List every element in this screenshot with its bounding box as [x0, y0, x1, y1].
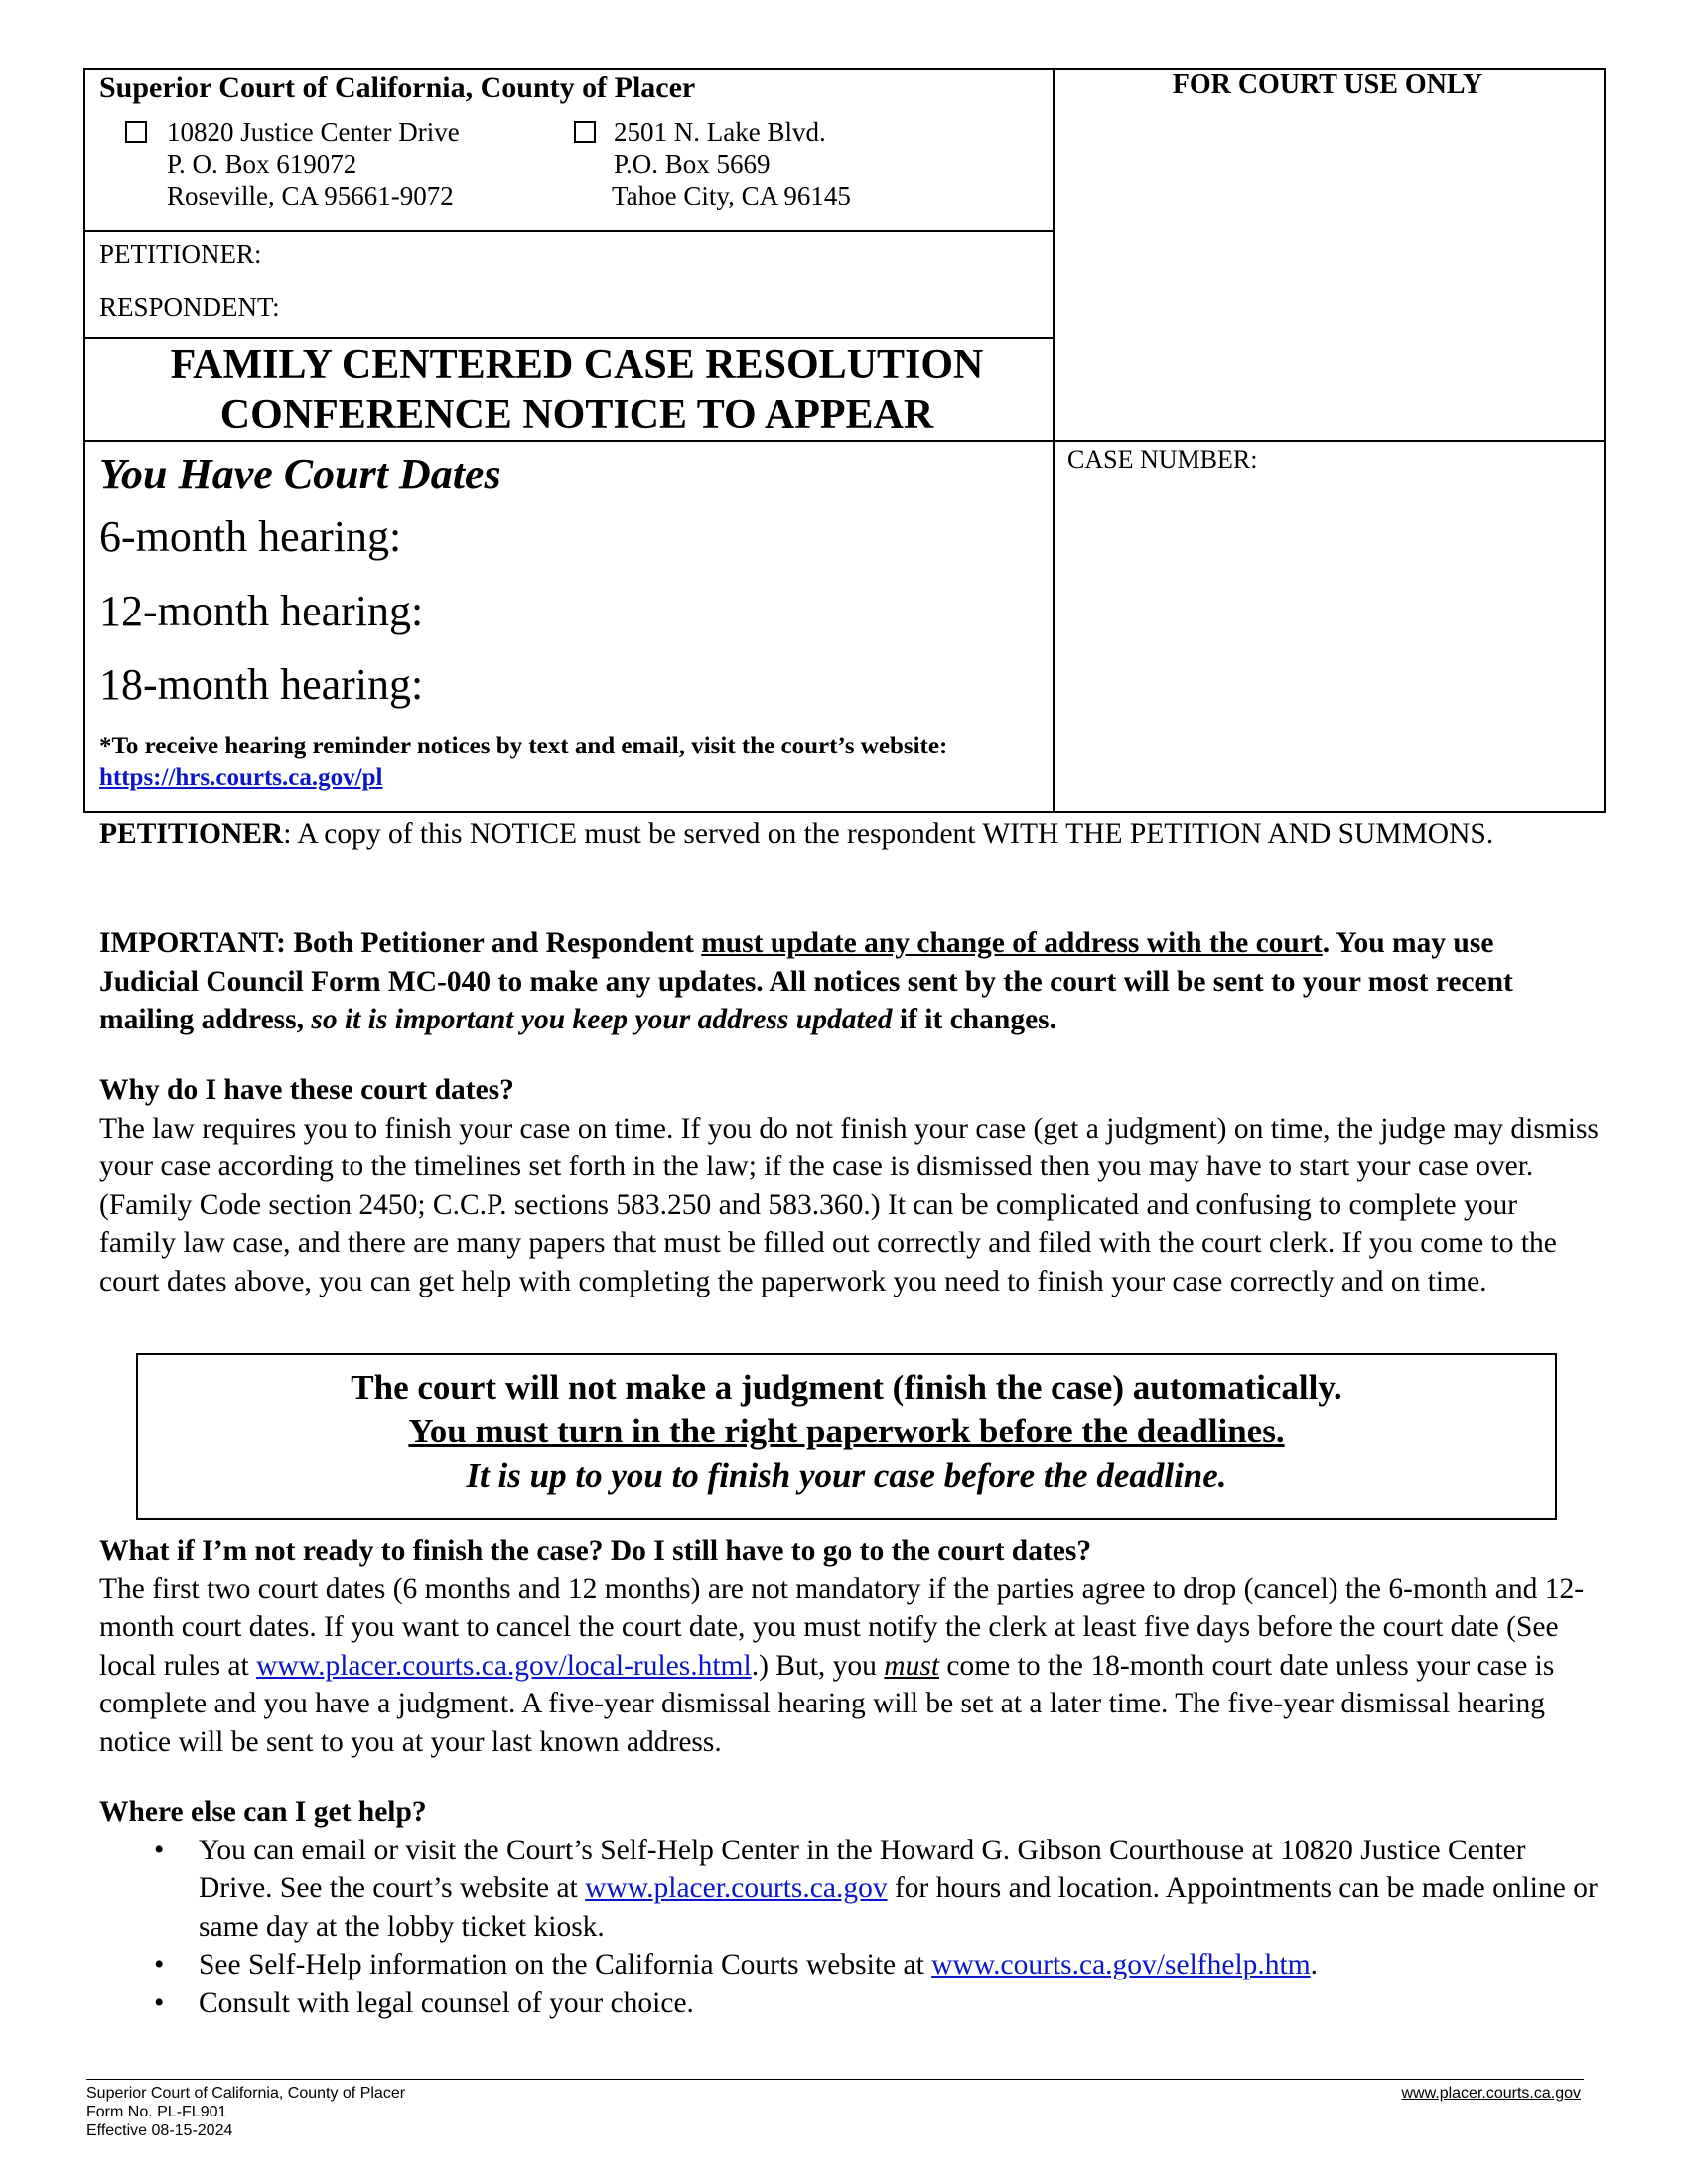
- why-heading: Why do I have these court dates?: [99, 1074, 514, 1106]
- court-use-only-label: FOR COURT USE ONLY: [1172, 69, 1483, 100]
- case-number-label: CASE NUMBER:: [1067, 445, 1258, 474]
- bullet-icon: •: [154, 1986, 165, 2019]
- help-item-legal-counsel: • Consult with legal counsel of your choice.: [99, 1984, 1599, 2023]
- help-heading: Where else can I get help?: [99, 1796, 427, 1828]
- warning-line-3: It is up to you to finish your case before the deadline.: [466, 1456, 1227, 1495]
- caption-divider-2: [83, 337, 1054, 339]
- placer-courts-link[interactable]: www.placer.courts.ca.gov: [585, 1872, 888, 1904]
- address-tahoe: 2501 N. Lake Blvd. P.O. Box 5669 Tahoe City, CA 96145: [612, 117, 851, 210]
- help-item-california-courts: • See Self-Help information on the California Courts website at www.courts.ca.gov/selfhelp.htm.: [99, 1946, 1599, 1984]
- footer-left: Superior Court of California, County of Placer Form No. PL-FL901 Effective 08-15-2024: [86, 2085, 406, 2139]
- why-body: The law requires you to finish your case on time. If you do not finish your case (get a judgment) on time, the judge may dismiss your case according to the timelines set forth in the law; if the case is dismissed then you may have to start your case over. (Family Code section 2450; C.C.P. sections 583.250 and 583.360.) It can be complicated and confusing to complete your family law case, and there are many papers that must be filled out correctly and filed with the court clerk. If you come to the court dates above, you can get help with completing the paperwork you need to finish your case correctly and on time.: [99, 1112, 1599, 1297]
- warning-line-1: The court will not make a judgment (finish the case) automatically.: [351, 1368, 1342, 1407]
- hearing-12-month: 12-month hearing:: [99, 587, 424, 635]
- caption-divider-3: [83, 440, 1606, 442]
- important-notice: IMPORTANT: Both Petitioner and Respondent must update any change of address with the court. You may use Judicial Council Form MC-040 to make any updates. All notices sent by the court will be sent to your most recent mailing address, so it is important you keep your address updated if it changes.: [99, 927, 1513, 1035]
- not-ready-body: The first two court dates (6 months and 12 months) are not mandatory if the parties agree to drop (cancel) the 6-month and 12-month court dates. If you want to cancel the court date, you must notify the clerk at least five days before the court date (See local rules at www.placer.courts.ca.gov/local-rules.html.) But, you must come to the 18-month court date unless your case is complete and you have a judgment. A five-year dismissal hearing will be set at a later time. The five-year dismissal hearing notice will be sent to you at your last known address.: [99, 1572, 1585, 1758]
- hearing-18-month: 18-month hearing:: [99, 660, 424, 709]
- form-title: FAMILY CENTERED CASE RESOLUTION CONFERENCE NOTICE TO APPEAR: [170, 342, 984, 438]
- help-section: [99, 1793, 1599, 2022]
- selfhelp-link[interactable]: www.courts.ca.gov/selfhelp.htm: [931, 1949, 1311, 1980]
- why-section: [99, 1071, 1599, 1300]
- hearing-6-month: 6-month hearing:: [99, 512, 402, 561]
- bullet-icon: •: [154, 1834, 165, 1866]
- court-name: Superior Court of California, County of Placer: [99, 71, 696, 104]
- local-rules-link[interactable]: www.placer.courts.ca.gov/local-rules.html: [256, 1649, 752, 1682]
- footer-rule: [86, 2079, 1584, 2080]
- petitioner-instructions: PETITIONER: A copy of this NOTICE must be served on the respondent WITH THE PETITION AND SUMMONS.: [99, 818, 1494, 850]
- court-dates-heading: You Have Court Dates: [99, 450, 501, 498]
- not-ready-section: [99, 1532, 1599, 1761]
- address-tahoe-checkbox[interactable]: [574, 121, 596, 143]
- bullet-icon: •: [154, 1949, 165, 1980]
- reminder-note: *To receive hearing reminder notices by text and email, visit the court’s website: https://hrs.courts.ca.gov/pl: [99, 733, 948, 791]
- help-list: [99, 1832, 1599, 2023]
- reminder-link[interactable]: https://hrs.courts.ca.gov/pl: [99, 764, 383, 791]
- not-ready-heading: What if I’m not ready to finish the case? Do I still have to go to the court dates?: [99, 1535, 1092, 1567]
- petitioner-label: PETITIONER:: [99, 239, 262, 269]
- footer-website[interactable]: www.placer.courts.ca.gov: [1401, 2085, 1581, 2102]
- help-item-self-help-center: • You can email or visit the Court’s Self-Help Center in the Howard G. Gibson Courthouse at 10820 Justice Center Drive. See the court’s website at www.placer.courts.ca.gov for hours and location. Appointments can be made online or same day at the lobby ticket kiosk.: [99, 1832, 1599, 1947]
- address-roseville-checkbox[interactable]: [125, 121, 147, 143]
- respondent-label: RESPONDENT:: [99, 292, 280, 322]
- address-roseville: 10820 Justice Center Drive P. O. Box 619072 Roseville, CA 95661-9072: [167, 117, 460, 210]
- warning-line-2: You must turn in the right paperwork before the deadlines.: [408, 1412, 1285, 1450]
- caption-divider-1: [83, 230, 1054, 232]
